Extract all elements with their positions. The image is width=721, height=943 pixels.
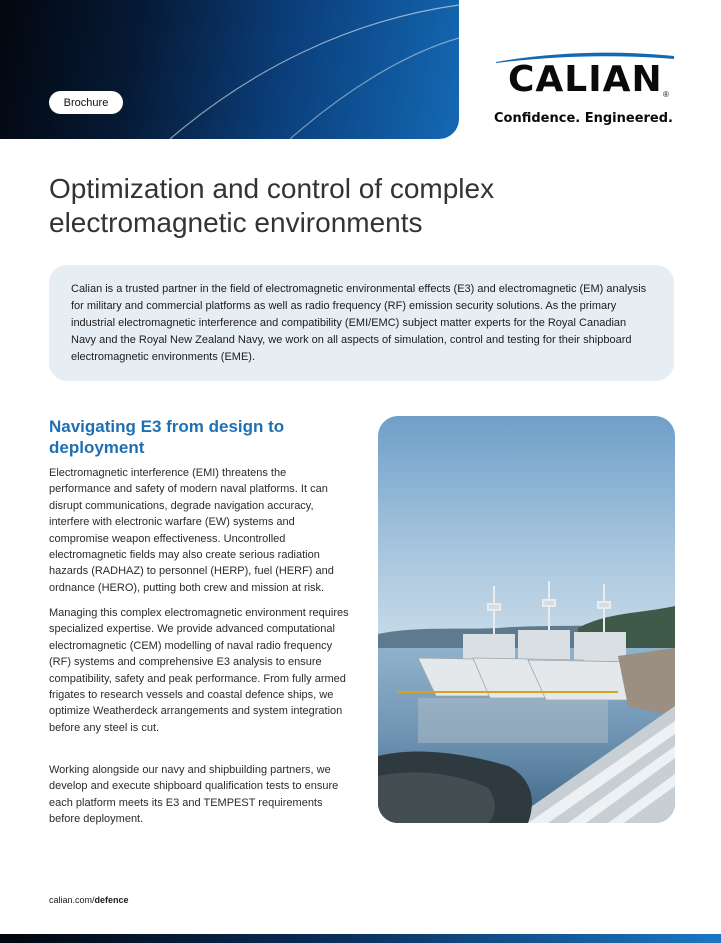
- footer-url[interactable]: [49, 895, 129, 905]
- footer-path: defence: [94, 895, 129, 905]
- hero-banner: [0, 0, 459, 139]
- section-heading: Navigating E3 from design to deployment: [49, 417, 285, 457]
- ships-photo: [378, 416, 675, 823]
- body-paragraph-2: Managing this complex electromagnetic environment requires specialized expertise. We provide advanced computational electromagnetic (CEM) modelling of naval radio frequency (RF) systems and comprehensive E3 analysis to ensure compatibility, safety and peak performance. From fully armed frigates to research vessels and coastal defence ships, we optimize Weatherdeck arrangements and system integration before any steel is cut.: [49, 607, 349, 734]
- registered-mark: ®: [663, 90, 669, 99]
- calian-logo: [494, 50, 676, 130]
- footer-domain: calian.com/: [49, 895, 95, 905]
- body-paragraph-3: Working alongside our navy and shipbuilding partners, we develop and execute shipboard qualification tests to ensure each platform meets its E3 and TEMPEST requirements before deployment.: [49, 764, 339, 826]
- brochure-badge: Brochure: [49, 91, 123, 114]
- page-title: Optimization and control of complex electromagnetic environments: [49, 173, 495, 238]
- brand-tagline: Confidence. Engineered.: [494, 111, 673, 126]
- intro-panel: Calian is a trusted partner in the field of electromagnetic environmental effects (E3) and electromagnetic (EM) analysis for military and commercial platforms as well as radio frequency (RF) emission security solutions. As the primary industrial electromagnetic interference and compatibility (EMI/EMC) subject matter experts for the Royal Canadian Navy and the Royal New Zealand Navy, we work on all aspects of simulation, control and testing for their shipboard electromagnetic environments (EME).: [49, 265, 674, 381]
- body-paragraph-1: Electromagnetic interference (EMI) threatens the performance and safety of modern naval platforms. It can disrupt communications, degrade navigation accuracy, interfere with electronic warfare (EW) systems and compromise weapon effectiveness. Uncontrolled electromagnetic fields may also create serious radiation hazards (RADHAZ) to personnel (HERP), fuel (HERF) and ordnance (HERO), putting both crew and mission at risk.: [49, 467, 334, 594]
- naval-ships-image: [378, 416, 675, 823]
- hero-decoration: [0, 0, 459, 139]
- logo-wordmark: CALIAN: [508, 59, 663, 100]
- footer-bar: [0, 934, 721, 943]
